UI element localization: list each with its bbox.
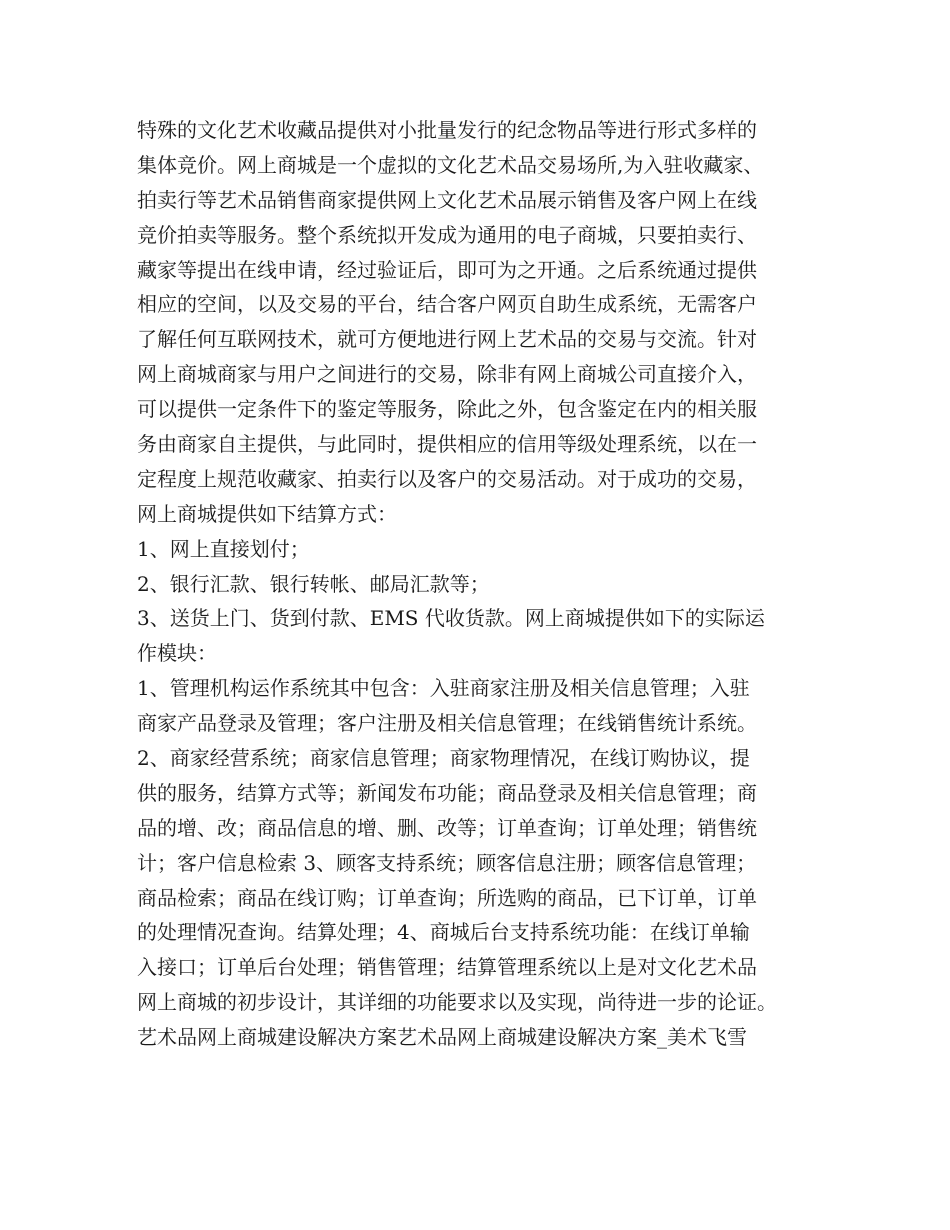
- text-line: 相应的空间，以及交易的平台，结合客户网页自助生成系统，无需客户: [137, 292, 757, 317]
- text-line: 作模块：: [137, 641, 217, 666]
- text-line: 商品检索；商品在线订购；订单查询；所选购的商品，已下订单，订单: [137, 885, 757, 910]
- text-line: 藏家等提出在线申请，经过验证后，即可为之开通。之后系统通过提供: [137, 257, 757, 282]
- list-item-settlement-3: 3、送货上门、货到付款、EMS 代收货款。网上商城提供如下的实际运: [137, 606, 765, 631]
- text-line: 商家产品登录及管理；客户注册及相关信息管理；在线销售统计系统。: [137, 711, 757, 736]
- text-line: 网上商城商家与用户之间进行的交易，除非有网上商城公司直接介入，: [137, 362, 757, 387]
- list-item-settlement-1: 1、网上直接划付；: [137, 536, 310, 561]
- text-line: 务由商家自主提供，与此同时，提供相应的信用等级处理系统，以在一: [137, 432, 757, 457]
- text-line: 竞价拍卖等服务。整个系统拟开发成为通用的电子商城，只要拍卖行、: [137, 222, 757, 247]
- text-line: 网上商城提供如下结算方式：: [137, 501, 397, 526]
- document-body: [137, 113, 827, 1055]
- text-line: 拍卖行等艺术品销售商家提供网上文化艺术品展示销售及客户网上在线: [137, 187, 757, 212]
- document-footer-title: 艺术品网上商城建设解决方案艺术品网上商城建设解决方案_美术飞雪: [137, 1025, 747, 1050]
- text-line: 了解任何互联网技术，就可方便地进行网上艺术品的交易与交流。针对: [137, 327, 757, 352]
- text-line: 定程度上规范收藏家、拍卖行以及客户的交易活动。对于成功的交易，: [137, 466, 757, 491]
- list-item-module-1: 1、管理机构运作系统其中包含：入驻商家注册及相关信息管理；入驻: [137, 676, 750, 701]
- text-line: 品的增、改；商品信息的增、删、改等；订单查询；订单处理；销售统: [137, 815, 757, 840]
- text-line: 的处理情况查询。结算处理；4、商城后台支持系统功能：在线订单输: [137, 920, 750, 945]
- list-item-settlement-2: 2、银行汇款、银行转帐、邮局汇款等；: [137, 571, 490, 596]
- text-line: 特殊的文化艺术收藏品提供对小批量发行的纪念物品等进行形式多样的: [137, 118, 757, 142]
- text-line: 计；客户信息检索 3、顾客支持系统；顾客信息注册；顾客信息管理；: [137, 850, 757, 875]
- text-line: 可以提供一定条件下的鉴定等服务，除此之外，包含鉴定在内的相关服: [137, 397, 757, 422]
- text-line: 供的服务，结算方式等；新闻发布功能；商品登录及相关信息管理；商: [137, 780, 757, 805]
- text-line: 集体竞价。网上商城是一个虚拟的文化艺术品交易场所,为入驻收藏家、: [137, 152, 764, 177]
- text-line: 入接口；订单后台处理；销售管理；结算管理系统以上是对文化艺术品: [137, 955, 757, 980]
- text-line: 网上商城的初步设计，其详细的功能要求以及实现，尚待进一步的论证。: [137, 990, 777, 1015]
- list-item-module-2: 2、商家经营系统；商家信息管理；商家物理情况，在线订购协议，提: [137, 746, 750, 771]
